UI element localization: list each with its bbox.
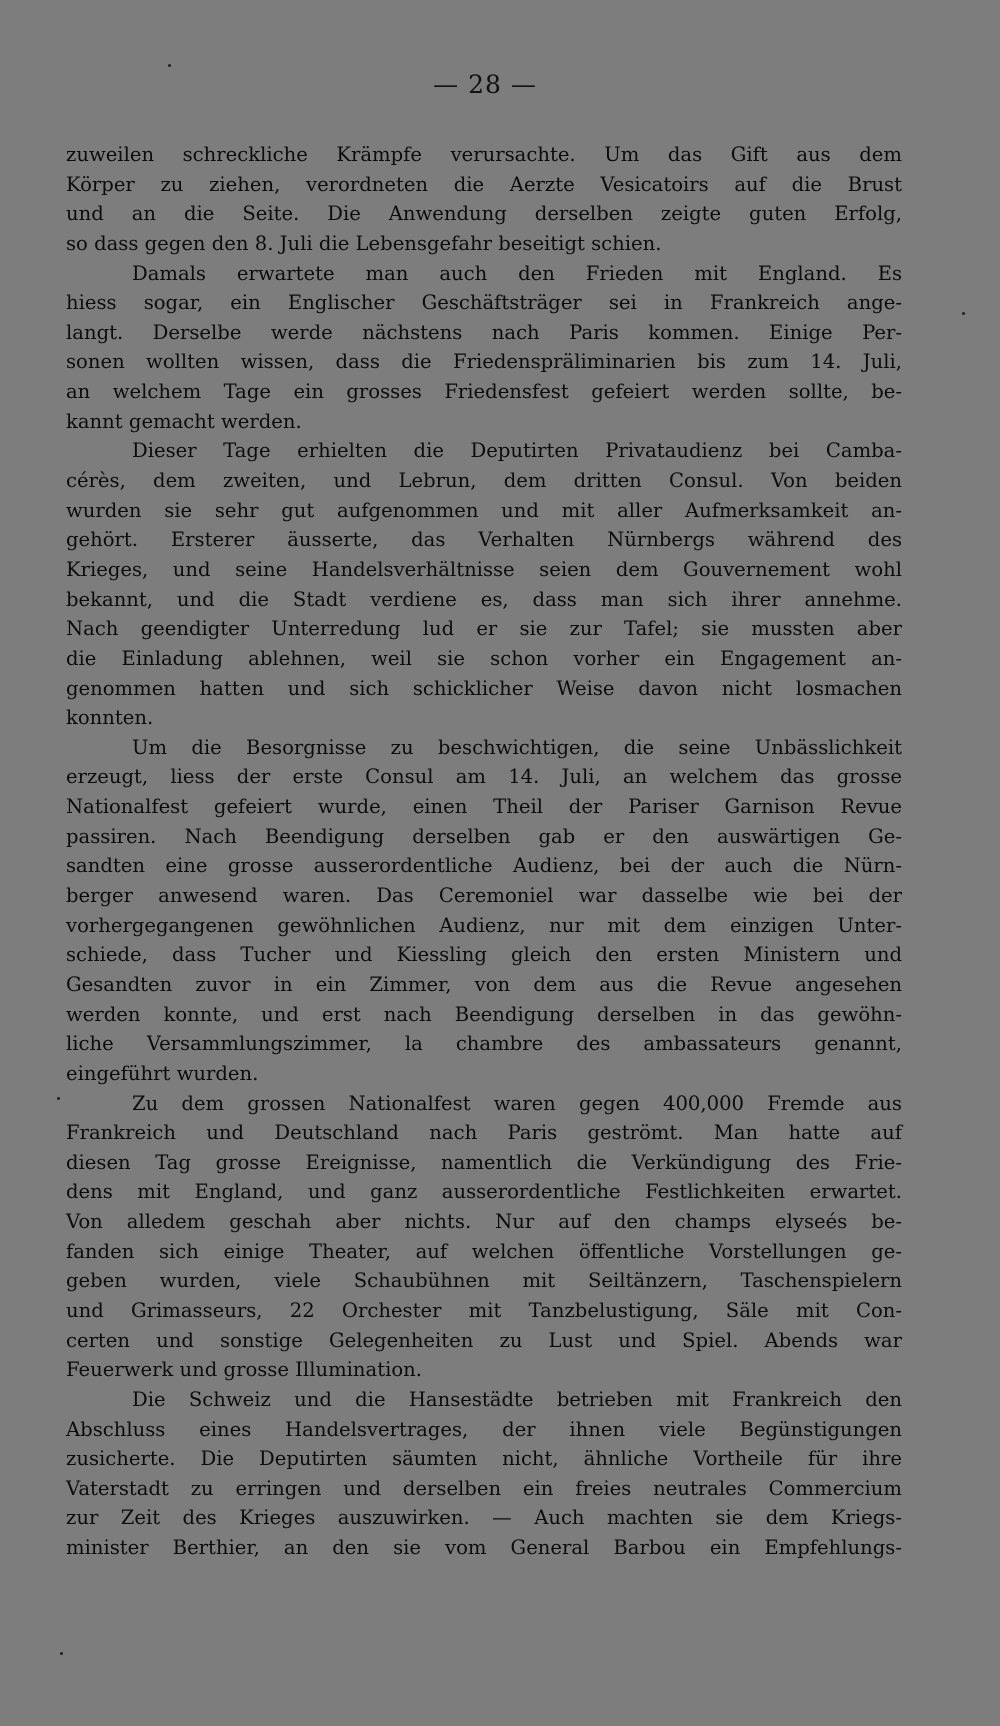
paper-speck (168, 64, 171, 67)
text-line: und an die Seite. Die Anwendung derselben zeigte guten Erfolg, (66, 202, 902, 226)
text-line: Nationalfest gefeiert wurde, einen Theil der Pariser Garnison Revue (66, 795, 902, 819)
text-line: erzeugt, liess der erste Consul am 14. Juli, an welchem das grosse (66, 765, 902, 789)
text-line: minister Berthier, an den sie vom General Barbou ein Empfehlungs- (66, 1536, 902, 1560)
text-line: und Grimasseurs, 22 Orchester mit Tanzbelustigung, Säle mit Con- (66, 1298, 902, 1322)
text-line: Vaterstadt zu erringen und derselben ein freies neutrales Commercium (66, 1476, 902, 1500)
text-line: Feuerwerk und grosse Illumination. (66, 1358, 423, 1382)
text-line: Um die Besorgnisse zu beschwichtigen, die seine Unbässlichkeit (132, 735, 902, 759)
text-line: bekannt, und die Stadt verdiene es, dass man sich ihrer annehme. (66, 587, 902, 611)
text-line: cérès, dem zweiten, und Lebrun, dem dritten Consul. Von beiden (66, 469, 902, 493)
text-line: Zu dem grossen Nationalfest waren gegen 400,000 Fremde aus (132, 1091, 902, 1115)
paper-speck (57, 1097, 60, 1100)
text-line: wurden sie sehr gut aufgenommen und mit aller Aufmerksamkeit an- (66, 498, 902, 522)
text-line: Abschluss eines Handelsvertrages, der ihnen viele Begünstigungen (66, 1417, 902, 1441)
text-line: so dass gegen den 8. Juli die Lebensgefahr beseitigt schien. (66, 231, 662, 255)
paper-speck (60, 1652, 63, 1655)
text-line: Gesandten zuvor in ein Zimmer, von dem aus die Revue angesehen (66, 972, 902, 996)
text-line: schiede, dass Tucher und Kiessling gleich den ersten Ministern und (66, 943, 902, 967)
text-line: Die Schweiz und die Hansestädte betrieben mit Frankreich den (132, 1387, 902, 1411)
text-line: eingeführt wurden. (66, 1061, 259, 1085)
text-line: Damals erwartete man auch den Frieden mit England. Es (132, 261, 902, 285)
text-line: zuweilen schreckliche Krämpfe verursachte. Um das Gift aus dem (66, 143, 902, 166)
text-line: sandten eine grosse ausserordentliche Audienz, bei der auch die Nürn- (66, 854, 902, 878)
text-line: berger anwesend waren. Das Ceremoniel war dasselbe wie bei der (66, 884, 902, 908)
text-line: passiren. Nach Beendigung derselben gab er den auswärtigen Ge- (66, 824, 902, 848)
text-line: genommen hatten und sich schicklicher Weise davon nicht losmachen (66, 676, 902, 700)
text-line: Nach geendigter Unterredung lud er sie zur Tafel; sie mussten aber (66, 617, 902, 641)
text-line: Frankreich und Deutschland nach Paris geströmt. Man hatte auf (66, 1121, 902, 1145)
text-line: die Einladung ablehnen, weil sie schon vorher ein Engagement an- (66, 646, 902, 670)
text-line: geben wurden, viele Schaubühnen mit Seiltänzern, Taschenspielern (66, 1269, 902, 1293)
body-text (66, 140, 902, 1563)
text-line: zur Zeit des Krieges auszuwirken. — Auch machten sie dem Kriegs- (66, 1506, 902, 1530)
page-number: — 28 — (433, 70, 537, 99)
text-line: langt. Derselbe werde nächstens nach Paris kommen. Einige Per- (66, 320, 902, 344)
text-line: konnten. (66, 706, 154, 730)
text-line: an welchem Tage ein grosses Friedensfest gefeiert werden sollte, be- (66, 380, 902, 404)
text-line: certen und sonstige Gelegenheiten zu Lust und Spiel. Abends war (66, 1328, 902, 1352)
text-line: gehört. Ersterer äusserte, das Verhalten Nürnbergs während des (66, 528, 902, 552)
text-line: sonen wollten wissen, dass die Friedenspräliminarien bis zum 14. Juli, (66, 350, 902, 374)
text-line: fanden sich einige Theater, auf welchen öffentliche Vorstellungen ge- (66, 1239, 902, 1263)
text-line: Von alledem geschah aber nichts. Nur auf den champs elyseés be- (66, 1210, 902, 1234)
text-line: zusicherte. Die Deputirten säumten nicht, ähnliche Vortheile für ihre (66, 1447, 902, 1471)
text-line: Dieser Tage erhielten die Deputirten Privataudienz bei Camba- (132, 439, 902, 463)
text-line: vorhergegangenen gewöhnlichen Audienz, nur mit dem einzigen Unter- (66, 913, 902, 937)
paper-speck (962, 312, 965, 315)
text-line: dens mit England, und ganz ausserordentliche Festlichkeiten erwartet. (66, 1180, 902, 1204)
text-line: Krieges, und seine Handelsverhältnisse seien dem Gouvernement wohl (66, 557, 902, 581)
text-line: kannt gemacht werden. (66, 409, 302, 433)
text-line: liche Versammlungszimmer, la chambre des ambassateurs genannt, (66, 1032, 902, 1056)
text-line: hiess sogar, ein Englischer Geschäftsträger sei in Frankreich ange- (66, 291, 902, 315)
text-line: diesen Tag grosse Ereignisse, namentlich die Verkündigung des Frie- (66, 1150, 902, 1174)
text-line: werden konnte, und erst nach Beendigung derselben in das gewöhn- (66, 1002, 902, 1026)
text-line: Körper zu ziehen, verordneten die Aerzte Vesicatoirs auf die Brust (66, 172, 902, 196)
